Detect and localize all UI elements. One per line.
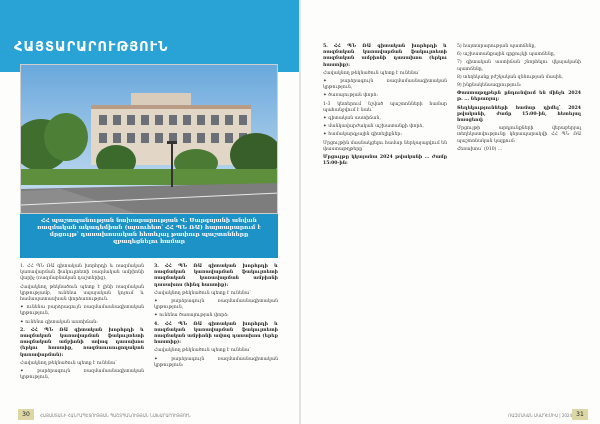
section-heading: 4. ՀՀ ՊՆ ՌԱ գիտական խորհրդի և ռազմական կառավարման ֆակուլտետի ռազմական ամբիոնի ավագ դասախոս (երեք հաստիք): [154, 321, 278, 346]
section-heading: 3. ՀՀ ՊՆ ՌԱ գիտական խորհրդի և ռազմական կառավարման ֆակուլտետի ռազմական կառավարման ամբիոնի դասախոս (հինգ հաստիք): [154, 264, 278, 288]
paragraph: Մրցույթի արդյունքների վերաբերյալ տեղեկատվությունը կհրապարակվի ՀՀ ՊՆ ՌԱ պաշտոնական կայքում: [457, 126, 581, 144]
section-heading: 2. ՀՀ ՊՆ ՌԱ գիտական խորհրդի և ռազմական կառավարման ֆակուլտետի ռազմական ամբիոնի ավագ դասախոս (երկու հաստիք, ռազմաուսուցողական կառավարման): [20, 327, 144, 358]
page-footer: ՀԱՅԱՍՏԱՆԻ ՀԱՆՐԱՊԵՏՈՒԹՅԱՆ ՊԱՇՏՊԱՆՈՒԹՅԱՆ ՆԱԽԱՐԱՐՈՒԹՅՈՒՆ [40, 413, 191, 418]
list-item: 6) աշխատանքային գրքույկի պատճենը, [457, 52, 556, 58]
paragraph: Հավակնող թեկնածուն պետք է ունենա՝ [154, 348, 251, 354]
bullet-item: ✦ բարձրագույն ռազմամասնագիտական կրթություն, [323, 79, 447, 91]
paragraph: Հավակնող թեկնածուն պետք է ունենա՝ [20, 360, 117, 366]
bullet-item: ✦ բարձրագույն ռազմամասնագիտական կրթություն: [154, 356, 278, 368]
bullet-item: ✦ ծառայության փորձ: [323, 93, 378, 99]
deadline-note: Մրցույթը կկայանա 2024 թվականի ... ժամը 15:00-ին: [323, 155, 447, 167]
contact-note: Տեղեկությունների համար դիմել՝ 2024 թվականի, ժամը 15:00-ին, հետևյալ հասցեով: [457, 105, 581, 124]
right-page [301, 0, 600, 424]
header-band [0, 0, 299, 72]
paragraph: Հավակնող թեկնածուն պետք է լինի ռազմական կրթությամբ, ունենա սպայական կոչում և համապատասխան փորձառություն. [20, 284, 144, 303]
building-photo [20, 64, 278, 214]
left-column-2 [154, 264, 278, 371]
bullet-item: ✦ ունենա ծառայության փորձ: [154, 313, 229, 319]
paragraph: 1-3 կետերում նշված պաշտոնների համար պահանջվում է նաև՝ [323, 101, 447, 113]
right-column-1 [323, 44, 447, 169]
bullet-item: ✦ մանկավարժական աշխատանքի փորձ, [323, 124, 424, 130]
phone-line: Հեռախոս՝ (010) ... [457, 146, 503, 152]
left-column-1 [20, 264, 144, 383]
announcement-caption-box [20, 214, 278, 258]
page-footer: ՌԱԶՄԱԿԱՆ ԱԿԱԴԵՄԻԱ | 2024 [508, 413, 572, 418]
paragraph: Հավակնող թեկնածուն պետք է ունենա՝ [154, 290, 251, 296]
list-item: 7) գիտական աստիճան շնորհելու վկայականի պատճենը, [457, 60, 581, 72]
paragraph: Մրցույթին մասնակցելու համար ներկայացվում են փաստաթղթերը՝ [323, 140, 447, 152]
bullet-item: ✦ գիտական աստիճան, [323, 116, 381, 122]
submission-deadline: Փաստաթղթերն ընդունվում են մինչև 2024 թ. ... ներառյալ: [457, 91, 581, 103]
list-item: 8) տեղեկանք բժշկական զննության մասին, [457, 74, 564, 80]
paragraph: Հավակնող թեկնածուն պետք է ունենա՝ [323, 70, 420, 76]
header-title: ՀԱՅՏԱՐԱՐՈՒԹՅՈՒՆ [14, 40, 169, 55]
announcement-caption: ՀՀ պաշտպանության նախարարության Վ. Սարգսյանի անվան ռազմական ակադեմիան (այսուհետ՝ ՀՀ ՊՆ ՌԱ) հայտարարում է մրցույթ՝ դասախոսական հետևյալ թափուր պաշտոնները զբաղեցնելու համար [37, 218, 261, 245]
bullet-item: ✦ ունենա գիտական աստիճան: [20, 319, 98, 325]
list-item: 5) հայտարարության պատճենը, [457, 44, 536, 49]
bullet-item: ✦ բարձրագույն ռազմամասնագիտական կրթություն, [20, 369, 144, 381]
page-number: 31 [572, 409, 588, 420]
bullet-item: ✦ բարձրագույն ռազմամասնագիտական կրթություն, [154, 299, 278, 311]
right-column-2 [457, 44, 581, 155]
bullet-item: ✦ համակարգչային գիտելիքներ: [323, 132, 402, 138]
left-page [0, 0, 299, 424]
paragraph: 1. ՀՀ ՊՆ ՌԱ գիտական խորհրդի և ռազմական կառավարման ֆակուլտետի ռազմական ամբիոնի վարիչ (ռազմաբնական դաշտերից). [20, 264, 144, 282]
page-number: 30 [18, 409, 34, 420]
list-item: 9) ինքնակենսագրություն: [457, 83, 522, 89]
bullet-item: ✦ ունենա բարձրագույն ռազմամասնագիտական կրթություն, [20, 305, 144, 317]
section-heading: 5. ՀՀ ՊՆ ՌԱ գիտական խորհրդի և ռազմական կառավարման ֆակուլտետի ռազմական ամբիոնի դասախոս (երկու հաստիք): [323, 44, 447, 68]
